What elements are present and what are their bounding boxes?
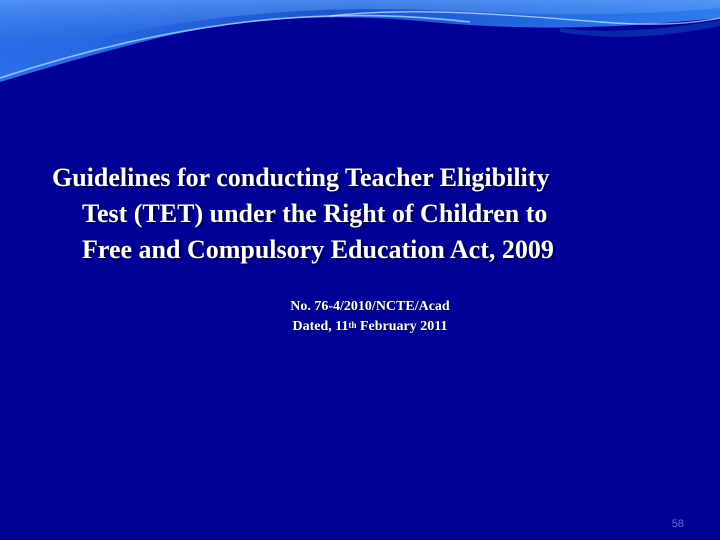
slide-title bbox=[40, 160, 680, 268]
date-suffix: February 2011 bbox=[356, 319, 448, 334]
document-reference bbox=[0, 297, 720, 337]
reference-number: No. 76-4/2010/NCTE/Acad bbox=[290, 299, 450, 314]
title-line-1: Guidelines for conducting Teacher Eligibility bbox=[52, 163, 550, 192]
document-date bbox=[0, 317, 720, 337]
date-ordinal-suffix: th bbox=[348, 320, 357, 330]
title-line-2: Test (TET) under the Right of Children to bbox=[82, 199, 548, 228]
date-prefix: Dated, 11 bbox=[292, 319, 349, 334]
page-number: 58 bbox=[671, 518, 684, 530]
header-swoosh-decoration bbox=[0, 0, 720, 90]
title-line-3: Free and Compulsory Education Act, 2009 bbox=[82, 235, 554, 264]
